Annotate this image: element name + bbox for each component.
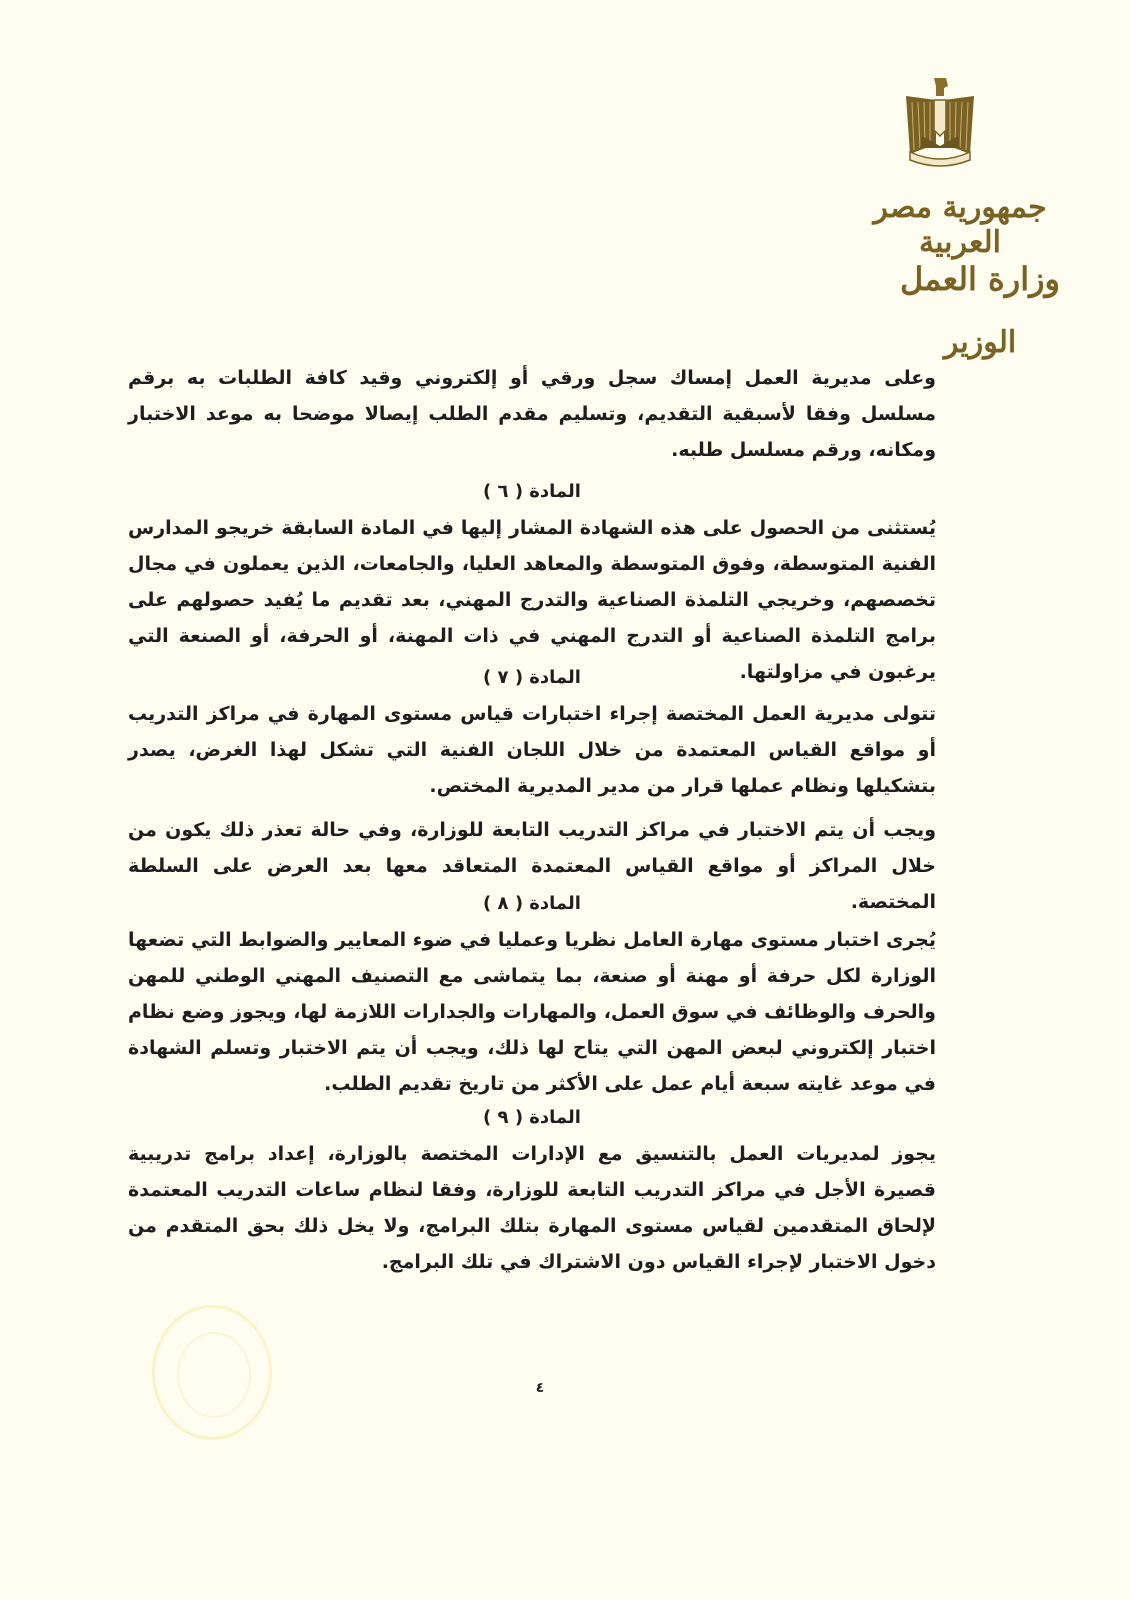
article-6: [128, 474, 936, 690]
letterhead: [840, 60, 1080, 370]
article-paragraph: يجوز لمديريات العمل بالتنسيق مع الإدارات المختصة بالوزارة، إعداد برامج تدريبية قصيرة الأجل في مراكز التدريب التابعة للوزارة، وفقا لنظام ساعات التدريب المعتمدة لإلحاق المتقدمين لقياس مستوى المهارة بتلك البرامج، ولا يخل ذلك بحق المتقدم من دخول الاختبار لإجراء القياس دون الاشتراك في تلك البرامج.: [128, 1143, 936, 1273]
article-heading: المادة ( ٨ ): [483, 893, 581, 914]
minister-title: الوزير: [943, 325, 1017, 360]
article-paragraph: تتولى مديرية العمل المختصة إجراء اختبارات قياس مستوى المهارة في مراكز التدريب أو مواقع القياس المعتمدة من خلال اللجان الفنية التي تشكل لهذا الغرض، يصدر بتشكيلها ونظام عملها قرار من مدير المديرية المختص.: [128, 703, 936, 797]
republic-name: جمهورية مصر العربية: [873, 190, 1047, 260]
watermark-seal-icon: [152, 1305, 272, 1440]
article-8: [128, 886, 936, 1102]
article-paragraph: ويجب أن يتم الاختبار في مراكز التدريب التابعة للوزارة، وفي حالة تعذر ذلك يكون من خلال المراكز أو مواقع القياس المعتمدة المتعاقد معها بعد العرض على السلطة المختصة.: [128, 819, 936, 913]
article-paragraph: يُجرى اختبار مستوى مهارة العامل نظريا وعمليا في ضوء المعايير والضوابط التي تضعها الوزارة لكل حرفة أو مهنة أو صنعة، بما يتماشى مع التصنيف المهني الوطني للمهن والحرف والوظائف في سوق العمل، والمهارات والجدارات اللازمة لها، ويجوز وضع نظام اختبار إلكتروني لبعض المهن التي يتاح لها ذلك، ويجب أن يتم الاختبار وتسلم الشهادة في موعد غايته سبعة أيام عمل على الأكثر من تاريخ تقديم الطلب.: [128, 929, 936, 1095]
intro-section: [128, 360, 936, 468]
page-number: ٤: [535, 1380, 545, 1396]
article-9: [128, 1100, 936, 1280]
article-heading: المادة ( ٩ ): [483, 1107, 581, 1128]
ministry-name: وزارة العمل: [900, 260, 1060, 298]
article-heading: المادة ( ٦ ): [483, 481, 581, 502]
article-heading: المادة ( ٧ ): [483, 667, 581, 688]
article-paragraph: يُستثنى من الحصول على هذه الشهادة المشار إليها في المادة السابقة خريجو المدارس الفنية المتوسطة، وفوق المتوسطة والمعاهد العليا، والجامعات، الذين يعملون في مجال تخصصهم، وخريجي التلمذة الصناعية والتدرج المهني، بعد تقديم ما يُفيد حصولهم على برامج التلمذة الصناعية أو التدرج المهني في ذات المهنة، أو الحرفة، أو الصنعة التي يرغبون في مزاولتها.: [128, 517, 936, 683]
eagle-emblem-icon: [900, 74, 980, 174]
intro-paragraph: وعلى مديرية العمل إمساك سجل ورقي أو إلكتروني وقيد كافة الطلبات به برقم مسلسل وفقا لأسبقية التقديم، وتسليم مقدم الطلب إيصالا موضحا به موعد الاختبار ومكانه، ورقم مسلسل طلبه.: [128, 367, 936, 461]
article-7: [128, 660, 936, 920]
